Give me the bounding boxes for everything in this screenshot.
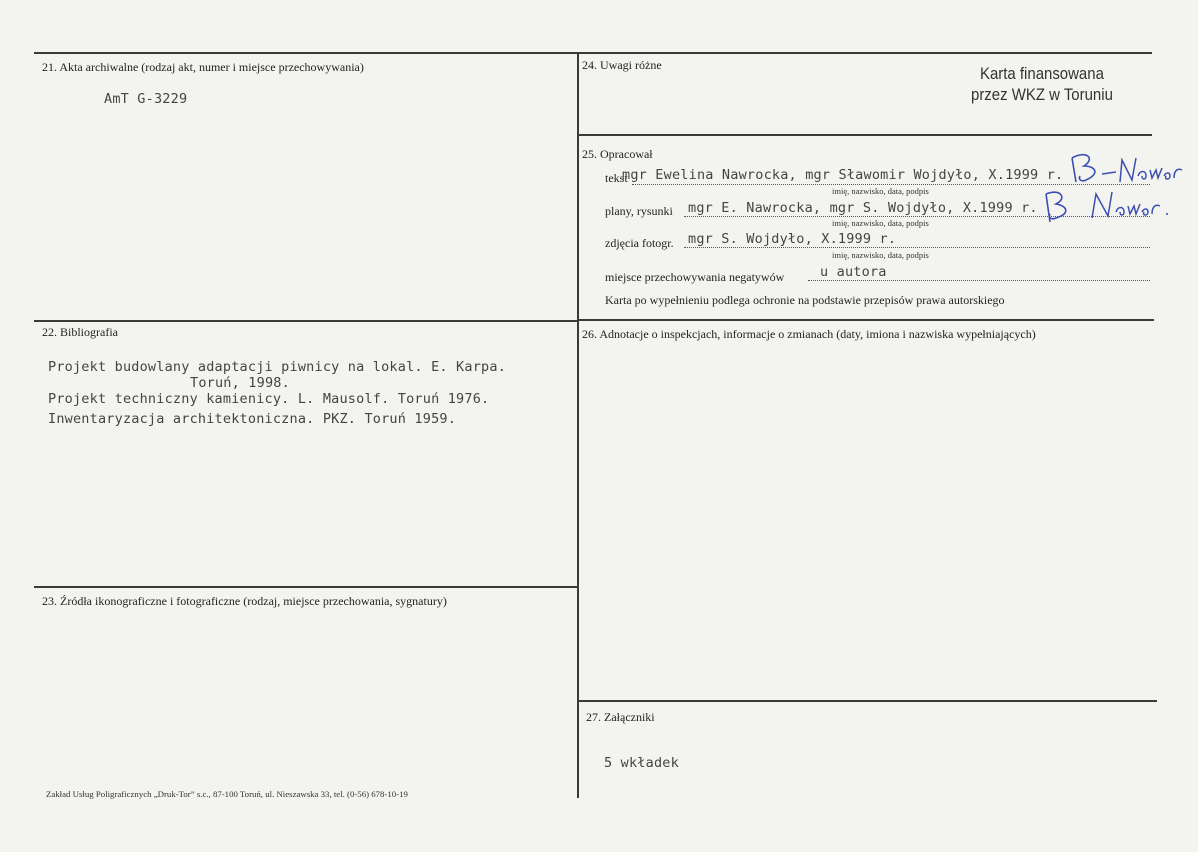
negatywy-label: miejsce przechowywania negatywów <box>605 270 785 284</box>
section-24-label: 24. Uwagi różne <box>582 58 662 72</box>
stamp-line-1: Karta finansowana <box>979 64 1104 83</box>
section-21-value: AmT G-3229 <box>104 91 188 107</box>
section-26-label: 26. Adnotacje o inspekcjach, informacje o zmianach (daty, imiona i nazwiska wypełniających) <box>582 327 1036 341</box>
bibliography-line-2: Toruń, 1998. <box>190 375 290 391</box>
negatywy-line <box>808 280 1150 281</box>
signature-plany <box>1038 184 1188 224</box>
tekst-value: mgr Ewelina Nawrocka, mgr Sławomir Wojdyło, X.1999 r. <box>622 167 1064 183</box>
center-divider <box>577 52 579 798</box>
divider-22-23 <box>34 586 579 588</box>
bibliography-line-4: Inwentaryzacja architektoniczna. PKZ. Toruń 1959. <box>48 411 457 427</box>
divider-24-25 <box>577 134 1152 136</box>
zdjecia-value: mgr S. Wojdyło, X.1999 r. <box>688 231 897 247</box>
signature-tekst <box>1066 146 1186 186</box>
tekst-hint: imię, nazwisko, data, podpis <box>832 186 929 196</box>
funding-stamp <box>971 63 1113 105</box>
copyright-note: Karta po wypełnieniu podlega ochronie na podstawie przepisów prawa autorskiego <box>605 293 1005 307</box>
divider-25-26 <box>577 319 1154 321</box>
section-25-label: 25. Opracował <box>582 147 653 161</box>
top-border <box>34 52 1152 54</box>
plany-label: plany, rysunki <box>605 204 673 218</box>
negatywy-value: u autora <box>820 264 887 280</box>
zdjecia-line <box>684 247 1150 248</box>
printer-footer: Zakład Usług Poligraficznych „Druk-Tor” s.c., 87-100 Toruń, ul. Nieszawska 33, tel. (0-56) 678-10-19 <box>46 789 408 799</box>
zdjecia-hint: imię, nazwisko, data, podpis <box>832 250 929 260</box>
bibliography-line-3: Projekt techniczny kamienicy. L. Mausolf. Toruń 1976. <box>48 391 490 407</box>
divider-26-27 <box>577 700 1157 702</box>
stamp-line-2: przez WKZ w Toruniu <box>971 85 1113 104</box>
plany-hint: imię, nazwisko, data, podpis <box>832 218 929 228</box>
zdjecia-label: zdjęcia fotogr. <box>605 236 674 250</box>
tekst-label: tekst <box>605 171 628 185</box>
divider-21-22 <box>34 320 577 322</box>
section-22-label: 22. Bibliografia <box>42 325 118 339</box>
section-27-value: 5 wkładek <box>604 755 679 771</box>
plany-value: mgr E. Nawrocka, mgr S. Wojdyło, X.1999 r. <box>688 200 1038 216</box>
section-23-label: 23. Źródła ikonograficzne i fotograficzne (rodzaj, miejsce przechowania, sygnatury) <box>42 594 447 608</box>
section-21-label: 21. Akta archiwalne (rodzaj akt, numer i miejsce przechowywania) <box>42 60 364 74</box>
section-27-label: 27. Załączniki <box>586 710 655 724</box>
bibliography-line-1: Projekt budowlany adaptacji piwnicy na lokal. E. Karpa. <box>48 359 507 375</box>
